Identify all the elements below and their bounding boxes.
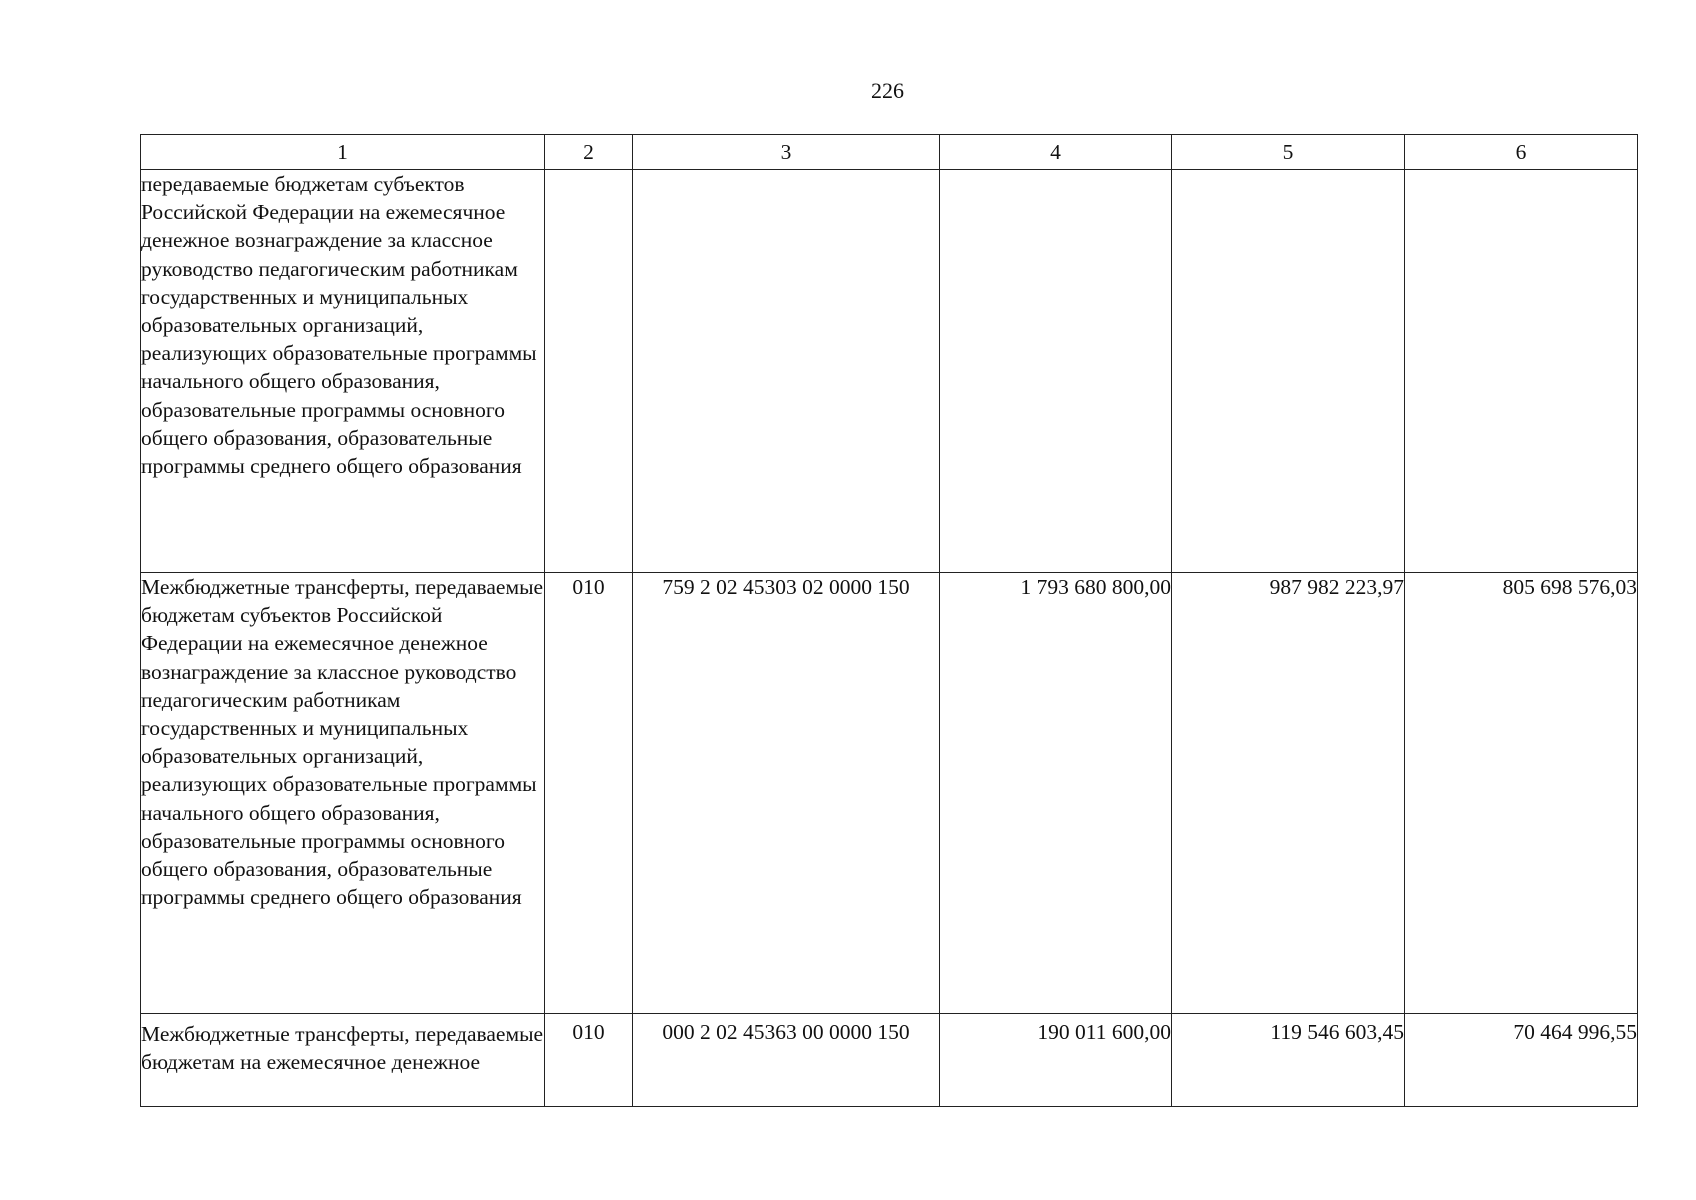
column-header-1: 1 xyxy=(141,135,545,170)
row-amount-col4: 190 011 600,00 xyxy=(940,1014,1172,1107)
row-description: Межбюджетные трансферты, передаваемые бюджетам субъектов Российской Федерации на ежемесячное денежное вознаграждение за классное руководство педагогическим работникам государственных и муниципальных образовательных организаций, реализующих образовательные программы начального общего образования, образовательные программы основного общего образования, образовательные программы среднего общего образования xyxy=(141,573,545,1014)
row-description: передаваемые бюджетам субъектов Российской Федерации на ежемесячное денежное вознаграждение за классное руководство педагогическим работникам государственных и муниципальных образовательных организаций, реализующих образовательные программы начального общего образования, образовательные программы основного общего образования, образовательные программы среднего общего образования xyxy=(141,170,545,573)
row-budget-code: 000 2 02 45363 00 0000 150 xyxy=(633,1014,940,1107)
table-row xyxy=(141,170,1638,573)
row-amount-col6: 805 698 576,03 xyxy=(1405,573,1638,1014)
budget-table xyxy=(140,134,1638,1107)
table-row xyxy=(141,573,1638,1014)
row-description: Межбюджетные трансферты, передаваемые бюджетам на ежемесячное денежное xyxy=(141,1014,545,1107)
row-amount-col5 xyxy=(1172,170,1405,573)
table-header-row xyxy=(141,135,1638,170)
row-amount-col4 xyxy=(940,170,1172,573)
column-header-4: 4 xyxy=(940,135,1172,170)
row-amount-col4: 1 793 680 800,00 xyxy=(940,573,1172,1014)
column-header-5: 5 xyxy=(1172,135,1405,170)
row-budget-code: 759 2 02 45303 02 0000 150 xyxy=(633,573,940,1014)
column-header-2: 2 xyxy=(545,135,633,170)
row-code: 010 xyxy=(545,573,633,1014)
row-code xyxy=(545,170,633,573)
column-header-6: 6 xyxy=(1405,135,1638,170)
row-amount-col5: 119 546 603,45 xyxy=(1172,1014,1405,1107)
row-amount-col6: 70 464 996,55 xyxy=(1405,1014,1638,1107)
row-code: 010 xyxy=(545,1014,633,1107)
row-amount-col6 xyxy=(1405,170,1638,573)
row-budget-code xyxy=(633,170,940,573)
column-header-3: 3 xyxy=(633,135,940,170)
table-row xyxy=(141,1014,1638,1107)
row-amount-col5: 987 982 223,97 xyxy=(1172,573,1405,1014)
page-number: 226 xyxy=(871,78,904,103)
